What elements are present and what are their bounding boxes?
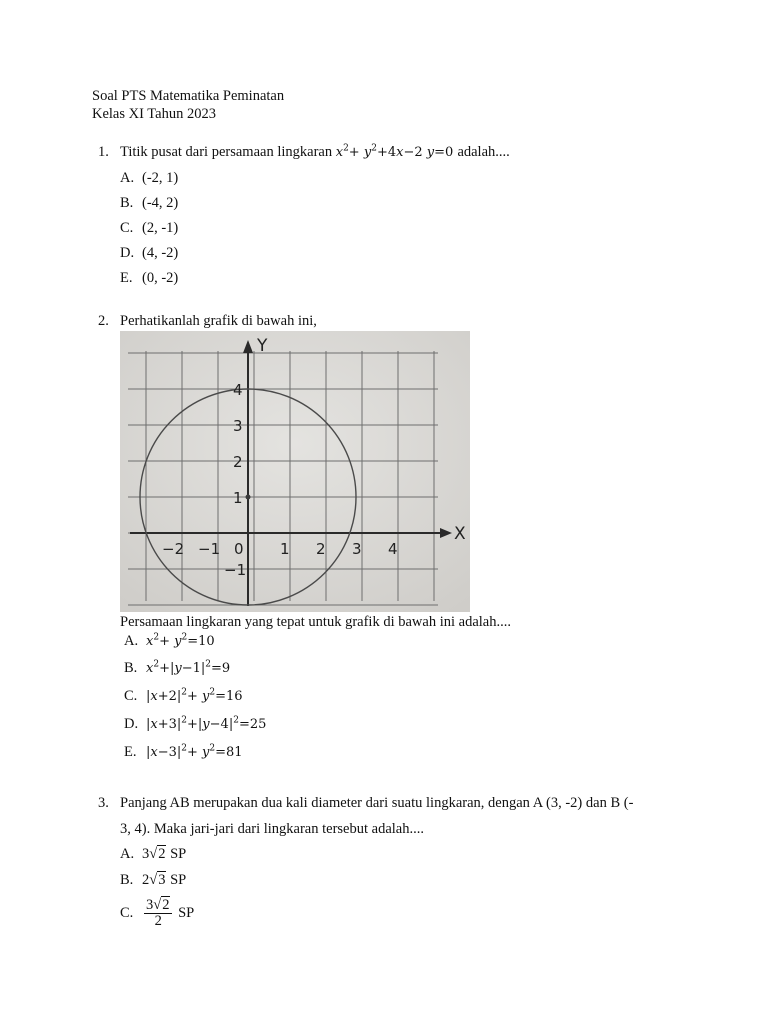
x-tick-label: 2 xyxy=(316,540,326,558)
q2-option-c-eq: $|x+2|^2+ y^2=16$ xyxy=(146,687,243,704)
q1-option-e[interactable]: E. (0, -2) xyxy=(120,270,179,286)
q1-option-d[interactable]: D. (4, -2) xyxy=(120,245,179,261)
question-1-stem xyxy=(120,144,510,161)
circle-center-dot xyxy=(246,495,251,500)
circle-graph xyxy=(120,331,470,612)
q2-option-d[interactable]: D. $|x+3|^2+|y-4|^2=25$ xyxy=(124,715,267,732)
q2-option-b-eq: $x^2+|y-1|^2=9$ xyxy=(146,659,231,676)
x-tick-label: 1 xyxy=(280,540,290,558)
q3-option-a[interactable]: A. 3√2 SP xyxy=(120,846,187,862)
q2-option-a[interactable]: A. $x^2+ y^2=10$ xyxy=(124,632,215,649)
y-tick-label: 3 xyxy=(233,417,243,435)
question-1-stem-text: Titik pusat dari persamaan lingkaran xyxy=(120,144,333,160)
q1-option-a[interactable]: A. (-2, 1) xyxy=(120,170,179,186)
question-1-number: 1. xyxy=(98,144,109,160)
q2-option-a-eq: $x^2+ y^2=10$ xyxy=(146,632,215,649)
document-title: Soal PTS Matematika Peminatan xyxy=(92,88,285,104)
q3-option-c[interactable]: C. $\frac{3√2}{2}$ SP xyxy=(120,897,195,930)
question-2-stem: Perhatikanlah grafik di bawah ini, xyxy=(120,313,317,329)
x-tick-label: −2 xyxy=(162,540,185,558)
y-tick-label: 2 xyxy=(233,453,243,471)
y-tick-label: −1 xyxy=(224,561,247,579)
x-tick-label: 0 xyxy=(234,540,244,558)
q1-option-c[interactable]: C. (2, -1) xyxy=(120,220,179,236)
circle-graph-image xyxy=(120,331,470,612)
document-subtitle: Kelas XI Tahun 2023 xyxy=(92,106,216,122)
q2-option-c[interactable]: C. $|x+2|^2+ y^2=16$ xyxy=(124,687,243,704)
question-1-equation: $x^2+ y^2+4x-2$ y=0 xyxy=(335,143,454,160)
q2-option-b[interactable]: B. $x^2+|y-1|^2=9$ xyxy=(124,659,231,676)
y-tick-label: 4 xyxy=(233,381,243,399)
x-axis-label: X xyxy=(454,524,466,544)
question-1-stem-end: adalah.... xyxy=(457,144,510,160)
q2-option-d-eq: $|x+3|^2+|y-4|^2=25$ xyxy=(146,715,267,732)
x-tick-label: 3 xyxy=(352,540,362,558)
q1-option-b[interactable]: B. (-4, 2) xyxy=(120,195,179,211)
y-axis-label: Y xyxy=(257,336,268,356)
q2-option-e[interactable]: E. $|x-3|^2+ y^2=81$ xyxy=(124,743,243,760)
q2-option-e-eq: $|x-3|^2+ y^2=81$ xyxy=(146,743,243,760)
x-tick-label: 4 xyxy=(388,540,398,558)
question-3-stem-line2: 3, 4). Maka jari-jari dari lingkaran tersebut adalah.... xyxy=(120,821,424,837)
question-3-number: 3. xyxy=(98,795,109,811)
x-tick-label: −1 xyxy=(198,540,221,558)
question-2-number: 2. xyxy=(98,313,109,329)
question-3-stem-line1: Panjang AB merupakan dua kali diameter dari suatu lingkaran, dengan A (3, -2) dan B (- xyxy=(120,795,634,811)
q3-option-c-fraction: $\frac{3√2}{2}$ xyxy=(144,898,172,929)
question-2-caption: Persamaan lingkaran yang tepat untuk grafik di bawah ini adalah.... xyxy=(120,614,511,630)
y-tick-label: 1 xyxy=(233,489,243,507)
q3-option-b[interactable]: B. 2√3 SP xyxy=(120,872,187,888)
